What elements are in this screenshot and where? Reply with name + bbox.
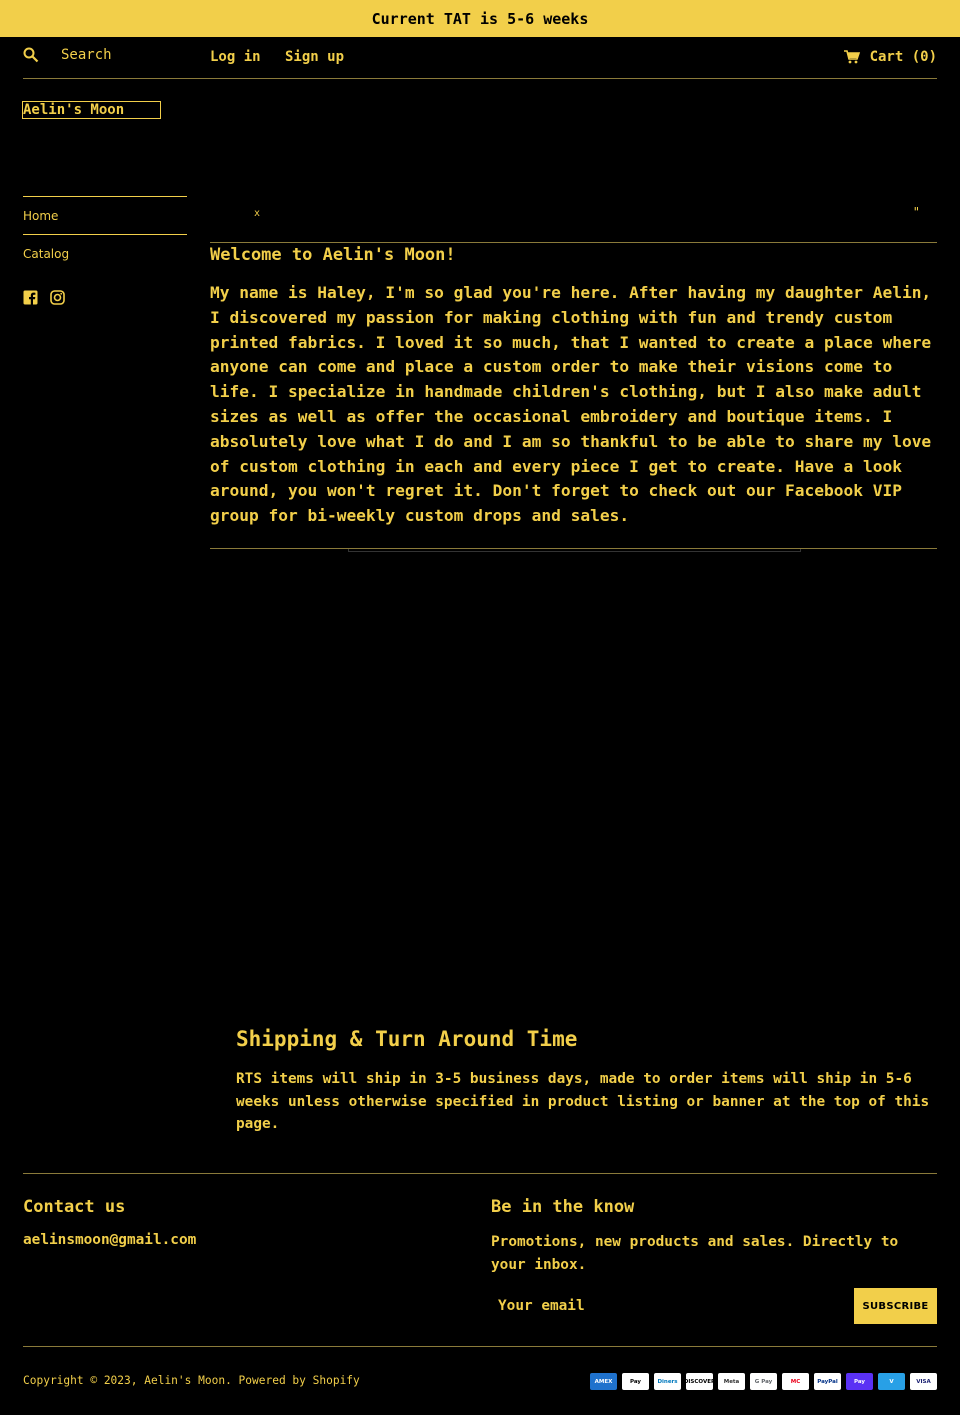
- site-logo[interactable]: Aelin's Moon: [22, 101, 161, 119]
- sidebar-item-home[interactable]: Home: [23, 196, 187, 234]
- welcome-title: Welcome to Aelin's Moon!: [210, 245, 456, 265]
- shipping-title: Shipping & Turn Around Time: [236, 1027, 578, 1051]
- payment-icons: [590, 1373, 937, 1390]
- search-button[interactable]: [23, 47, 112, 63]
- announcement-bar: [0, 0, 960, 37]
- announcement-text: Current TAT is 5-6 weeks: [371, 9, 589, 28]
- apple-pay-icon: Pay: [622, 1373, 649, 1390]
- discover-icon: DISCOVER: [686, 1373, 713, 1390]
- shipping-section: [236, 1026, 936, 1136]
- search-label: Search: [61, 47, 112, 63]
- contact-title: Contact us: [23, 1197, 126, 1217]
- copyright-text: Copyright © 2023, Aelin's Moon. Powered by Shopify: [23, 1374, 360, 1387]
- contact-email[interactable]: aelinsmoon@gmail.com: [23, 1232, 197, 1248]
- cart-label: Cart (0): [869, 49, 937, 65]
- social-links: [23, 290, 187, 305]
- amex-icon: AMEX: [590, 1373, 617, 1390]
- sidebar-item-catalog[interactable]: Catalog: [23, 234, 187, 272]
- shipping-body: RTS items will ship in 3-5 business days, made to order items will ship in 5-6 weeks unless otherwise specified in product listing or banner at the top of this page.: [236, 1071, 930, 1132]
- subscribe-button[interactable]: SUBSCRIBE: [854, 1288, 937, 1324]
- visa-icon: VISA: [910, 1373, 937, 1390]
- footer-divider-bottom: [23, 1346, 937, 1347]
- cart-icon: [844, 50, 860, 64]
- top-bar: [23, 37, 937, 79]
- email-input[interactable]: [491, 1288, 841, 1324]
- welcome-section: [210, 244, 937, 529]
- diners-club-icon: Diners: [654, 1373, 681, 1390]
- signup-link[interactable]: Sign up: [285, 49, 345, 65]
- contact-section: [23, 1196, 443, 1248]
- search-icon: [23, 47, 39, 63]
- newsletter-section: [491, 1196, 937, 1276]
- footer-divider-top: [23, 1173, 937, 1174]
- newsletter-text: Promotions, new products and sales. Directly to your inbox.: [491, 1234, 899, 1273]
- slideshow: [210, 195, 937, 243]
- mastercard-icon: MC: [782, 1373, 809, 1390]
- facebook-icon[interactable]: [23, 290, 38, 305]
- login-link[interactable]: Log in: [210, 49, 261, 65]
- slideshow-next-button[interactable]: ": [912, 205, 920, 219]
- newsletter-title: Be in the know: [491, 1197, 635, 1217]
- welcome-body: My name is Haley, I'm so glad you're here. After having my daughter Aelin, I discovered my passion for making clothing with fun and trendy custom printed fabrics. I loved it so much, that I wanted to create a place where anyone can come and place a custom order to make their visions come to life. I specialize in handmade children's clothing, but I also make adult sizes as well as offer the occasional embroidery and boutique items. I absolutely love what I do and I am so thankful to be able to share my love of custom clothing in each and every piece I get to create. Have a look around, you won't regret it. Don't forget to check out our Facebook VIP group for bi-weekly custom drops and sales.: [210, 283, 932, 526]
- shop-pay-icon: Pay: [846, 1373, 873, 1390]
- slideshow-prev-button[interactable]: x: [254, 208, 261, 219]
- newsletter-form: [491, 1288, 937, 1324]
- google-pay-icon: G Pay: [750, 1373, 777, 1390]
- venmo-icon: V: [878, 1373, 905, 1390]
- meta-pay-icon: Meta: [718, 1373, 745, 1390]
- divider-tab: [348, 549, 801, 552]
- instagram-icon[interactable]: [50, 290, 65, 305]
- paypal-icon: PayPal: [814, 1373, 841, 1390]
- sidebar-nav: [23, 196, 187, 305]
- cart-link[interactable]: [844, 49, 937, 65]
